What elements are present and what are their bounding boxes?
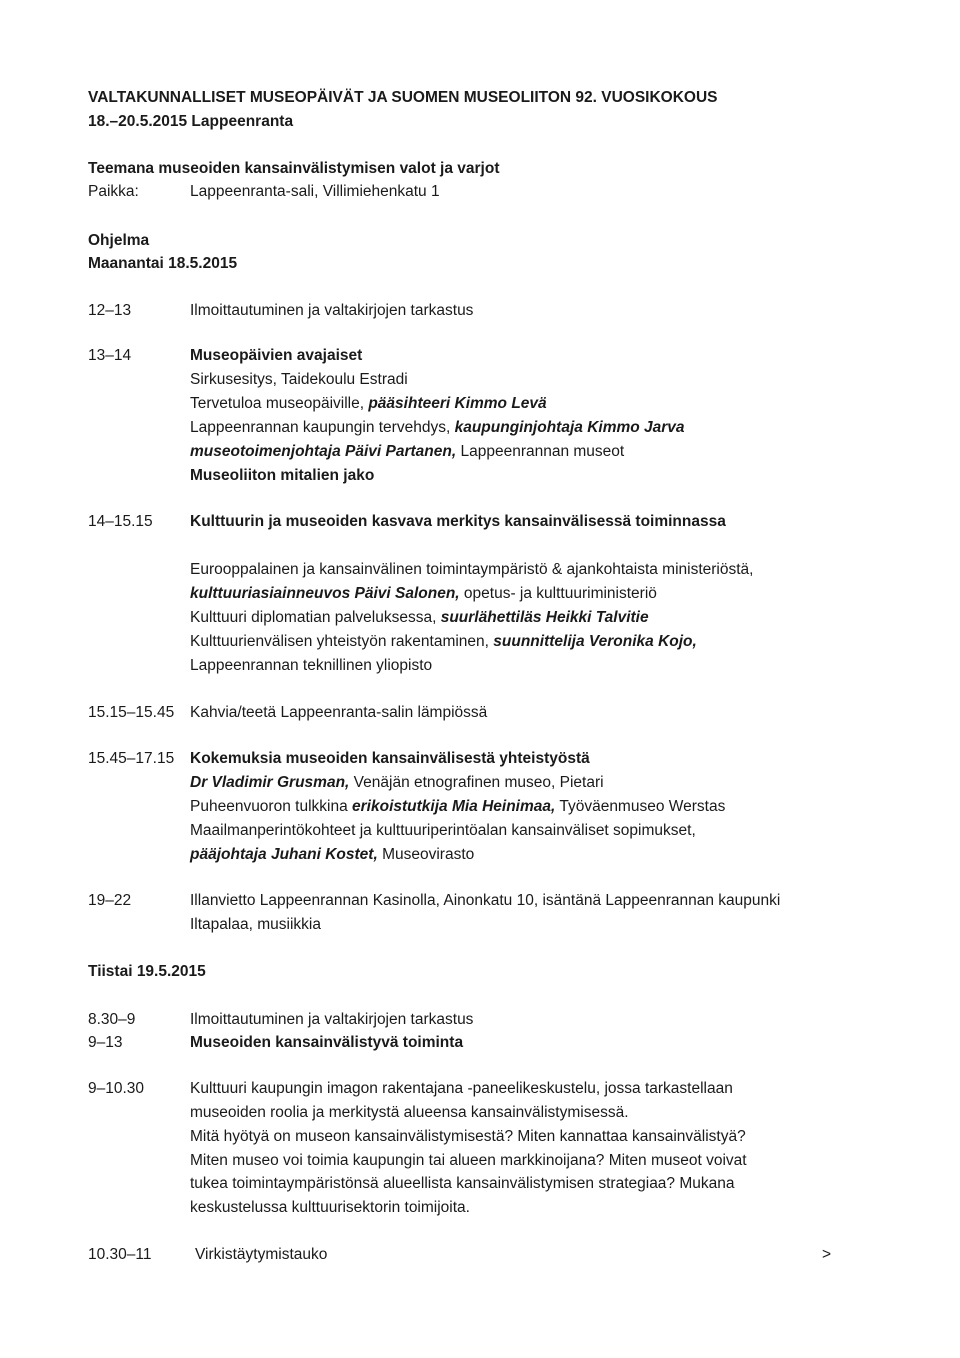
tue-s3-line5: tukea toimintaympäristönsä alueellista kansainvälistymisen strategiaa? Mukana	[190, 1175, 735, 1192]
day2-heading: Tiistai 19.5.2015	[88, 963, 206, 980]
mon-s3-time: 14–15.15	[88, 513, 153, 530]
mon-s3-line5: Lappeenrannan teknillinen yliopisto	[190, 657, 433, 674]
tue-s2-title: Museoiden kansainvälistyvä toiminta	[190, 1034, 464, 1051]
mon-s3-line4-a: Kulttuurienvälisen yhteistyön rakentaminen,	[190, 633, 494, 650]
mon-s5-line2-a: Puheenvuoron tulkkina	[190, 798, 353, 815]
mon-s5-line1-a: Dr Vladimir Grusman,	[190, 774, 350, 791]
event-title-line2: 18.–20.5.2015 Lappeenranta	[88, 113, 294, 130]
mon-s2-line2	[190, 394, 547, 414]
tue-s1-time: 8.30–9	[88, 1011, 136, 1028]
mon-s2-line4-b: Lappeenrannan museot	[456, 443, 625, 460]
place-value: Lappeenranta-sali, Villimiehenkatu 1	[190, 183, 440, 200]
mon-s4-time: 15.15–15.45	[88, 704, 175, 721]
tue-s3-line3: Mitä hyötyä on museon kansainvälistymisestä? Miten kannattaa kansainvälistyä?	[190, 1128, 746, 1145]
mon-s2-line1: Sirkusesitys, Taidekoulu Estradi	[190, 371, 408, 388]
mon-s2-line3	[190, 418, 685, 438]
mon-s2-line3-b: kaupunginjohtaja Kimmo Jarva	[454, 419, 685, 436]
tue-s3-line4: Miten museo voi toimia kaupungin tai alueen markkinoijana? Miten museot voivat	[190, 1152, 747, 1169]
tue-s4-text: Virkistäytymistauko	[195, 1246, 328, 1263]
mon-s3-line3-b: suurlähettiläs Heikki Talvitie	[440, 609, 649, 626]
mon-s5-title: Kokemuksia museoiden kansainvälisestä yhteistyöstä	[190, 750, 590, 767]
mon-s5-line1	[190, 773, 604, 793]
mon-s3-line3-a: Kulttuuri diplomatian palveluksessa,	[190, 609, 441, 626]
mon-s2-line3-a: Lappeenrannan kaupungin tervehdys,	[190, 419, 455, 436]
mon-s3-title: Kulttuurin ja museoiden kasvava merkitys kansainvälisessä toiminnassa	[190, 513, 726, 530]
mon-s5-line2-b: erikoistutkija Mia Heinimaa,	[352, 798, 556, 815]
mon-s3-line3	[190, 608, 649, 628]
mon-s6-line2: Iltapalaa, musiikkia	[190, 916, 321, 933]
mon-s5-line4-b: Museovirasto	[377, 846, 475, 863]
place-label: Paikka:	[88, 183, 139, 200]
mon-s3-line2-b: opetus- ja kulttuuriministeriö	[459, 585, 657, 602]
tue-s2-time: 9–13	[88, 1034, 123, 1051]
mon-s1-time: 12–13	[88, 302, 132, 319]
mon-s3-line2-a: kulttuuriasiainneuvos Päivi Salonen,	[190, 585, 460, 602]
tue-s4-time: 10.30–11	[88, 1246, 152, 1263]
mon-s5-line1-b: Venäjän etnografinen museo, Pietari	[349, 774, 604, 791]
mon-s2-title: Museopäivien avajaiset	[190, 347, 363, 364]
tue-s3-time: 9–10.30	[88, 1080, 145, 1097]
tue-s3-line2: museoiden roolia ja merkitystä alueensa kansainvälistymisessä.	[190, 1104, 629, 1121]
mon-s1-text: Ilmoittautuminen ja valtakirjojen tarkastus	[190, 302, 474, 319]
mon-s5-line4	[190, 845, 474, 865]
mon-s3-line1: Eurooppalainen ja kansainvälinen toimintaympäristö & ajankohtaista ministeriöstä,	[190, 561, 754, 578]
event-title-line1: VALTAKUNNALLISET MUSEOPÄIVÄT JA SUOMEN MUSEOLIITON 92. VUOSIKOKOUS	[88, 89, 718, 106]
mon-s5-line2	[190, 797, 725, 817]
mon-s2-time: 13–14	[88, 347, 132, 364]
mon-s5-line4-a: pääjohtaja Juhani Kostet,	[190, 846, 378, 863]
mon-s5-line3: Maailmanperintökohteet ja kulttuuriperintöalan kansainväliset sopimukset,	[190, 822, 696, 839]
mon-s5-time: 15.45–17.15	[88, 750, 175, 767]
mon-s2-line4-a: museotoimenjohtaja Päivi Partanen,	[190, 443, 457, 460]
mon-s6-line1: Illanvietto Lappeenrannan Kasinolla, Ainonkatu 10, isäntänä Lappeenrannan kaupunki	[190, 892, 781, 909]
tue-s1-text: Ilmoittautuminen ja valtakirjojen tarkastus	[190, 1011, 474, 1028]
tue-s3-line6: keskustelussa kulttuurisektorin toimijoita.	[190, 1199, 470, 1216]
mon-s3-line4-b: suunnittelija Veronika Kojo,	[493, 633, 697, 650]
continue-mark: >	[822, 1246, 832, 1263]
mon-s2-line2-a: Tervetuloa museopäiville,	[190, 395, 369, 412]
mon-s5-line2-c: Työväenmuseo Werstas	[555, 798, 726, 815]
mon-s3-line4	[190, 632, 697, 652]
mon-s4-text: Kahvia/teetä Lappeenranta-salin lämpiössä	[190, 704, 488, 721]
mon-s2-line2-b: pääsihteeri Kimmo Levä	[368, 395, 547, 412]
tue-s3-line1: Kulttuuri kaupungin imagon rakentajana -paneelikeskustelu, jossa tarkastellaan	[190, 1080, 733, 1097]
mon-s3-line2	[190, 584, 657, 604]
day1-heading: Maanantai 18.5.2015	[88, 255, 238, 272]
theme-line: Teemana museoiden kansainvälistymisen valot ja varjot	[88, 160, 500, 177]
mon-s6-time: 19–22	[88, 892, 132, 909]
mon-s2-line4	[190, 442, 624, 462]
program-heading: Ohjelma	[88, 232, 150, 249]
mon-s2-line5: Museoliiton mitalien jako	[190, 467, 375, 484]
